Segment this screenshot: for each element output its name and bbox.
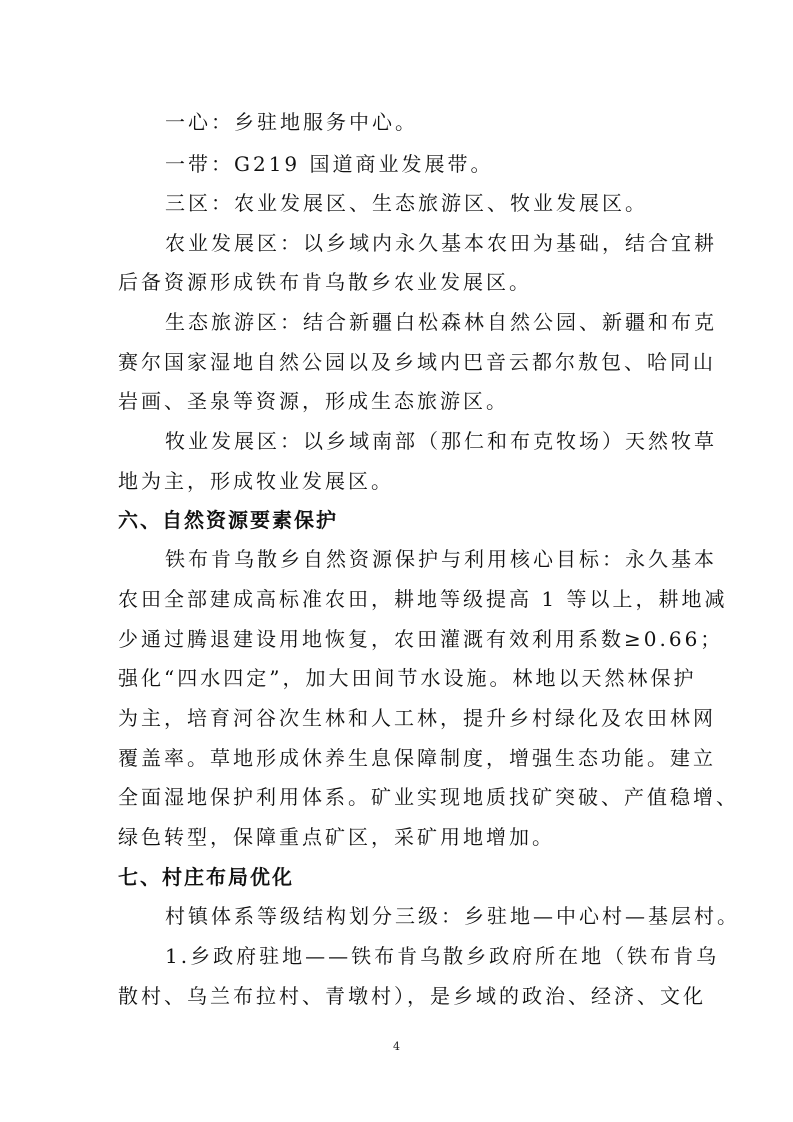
text-line: 地为主，形成牧业发展区。 — [118, 469, 394, 493]
text-line: 村镇体系等级结构划分三级：乡驻地—中心村—基层村。 — [165, 904, 740, 928]
text-line: 散村、乌兰布拉村、青墩村），是乡域的政治、经济、文化 — [118, 984, 706, 1008]
text-line: 全面湿地保护利用体系。矿业实现地质找矿突破、产值稳增、 — [118, 785, 739, 809]
text-line: 绿色转型，保障重点矿区，采矿用地增加。 — [118, 825, 555, 849]
text-line: 后备资源形成铁布肯乌散乡农业发展区。 — [118, 270, 532, 294]
text-line: 覆盖率。草地形成休养生息保障制度，增强生态功能。建立 — [118, 746, 716, 770]
section-heading: 六、自然资源要素保护 — [118, 508, 338, 532]
text-line: 为主，培育河谷次生林和人工林，提升乡村绿化及农田林网 — [118, 706, 716, 730]
text-line: 岩画、圣泉等资源，形成生态旅游区。 — [118, 389, 509, 413]
text-line: 一带：G219 国道商业发展带。 — [165, 152, 494, 176]
section-heading: 七、村庄布局优化 — [118, 865, 294, 889]
text-line: 生态旅游区：结合新疆白松森林自然公园、新疆和布克 — [165, 310, 717, 334]
page-number: 4 — [393, 1040, 400, 1053]
text-line: 一心：乡驻地服务中心。 — [165, 110, 418, 134]
text-line: 1.乡政府驻地——铁布肯乌散乡政府所在地（铁布肯乌 — [165, 944, 720, 968]
text-line: 农业发展区：以乡域内永久基本农田为基础，结合宜耕 — [165, 231, 717, 255]
text-line: 强化“四水四定”，加大田间节水设施。林地以天然林保护 — [118, 666, 697, 690]
text-line: 农田全部建成高标准农田，耕地等级提高 1 等以上，耕地减 — [118, 587, 728, 611]
text-line: 少通过腾退建设用地恢复，农田灌溉有效利用系数≥0.66； — [118, 627, 724, 651]
text-line: 牧业发展区：以乡域南部（那仁和布克牧场）天然牧草 — [165, 429, 717, 453]
text-line: 赛尔国家湿地自然公园以及乡域内巴音云都尔敖包、哈同山 — [118, 350, 716, 374]
text-line: 三区：农业发展区、生态旅游区、牧业发展区。 — [165, 191, 648, 215]
text-line: 铁布肯乌散乡自然资源保护与利用核心目标：永久基本 — [165, 547, 717, 571]
